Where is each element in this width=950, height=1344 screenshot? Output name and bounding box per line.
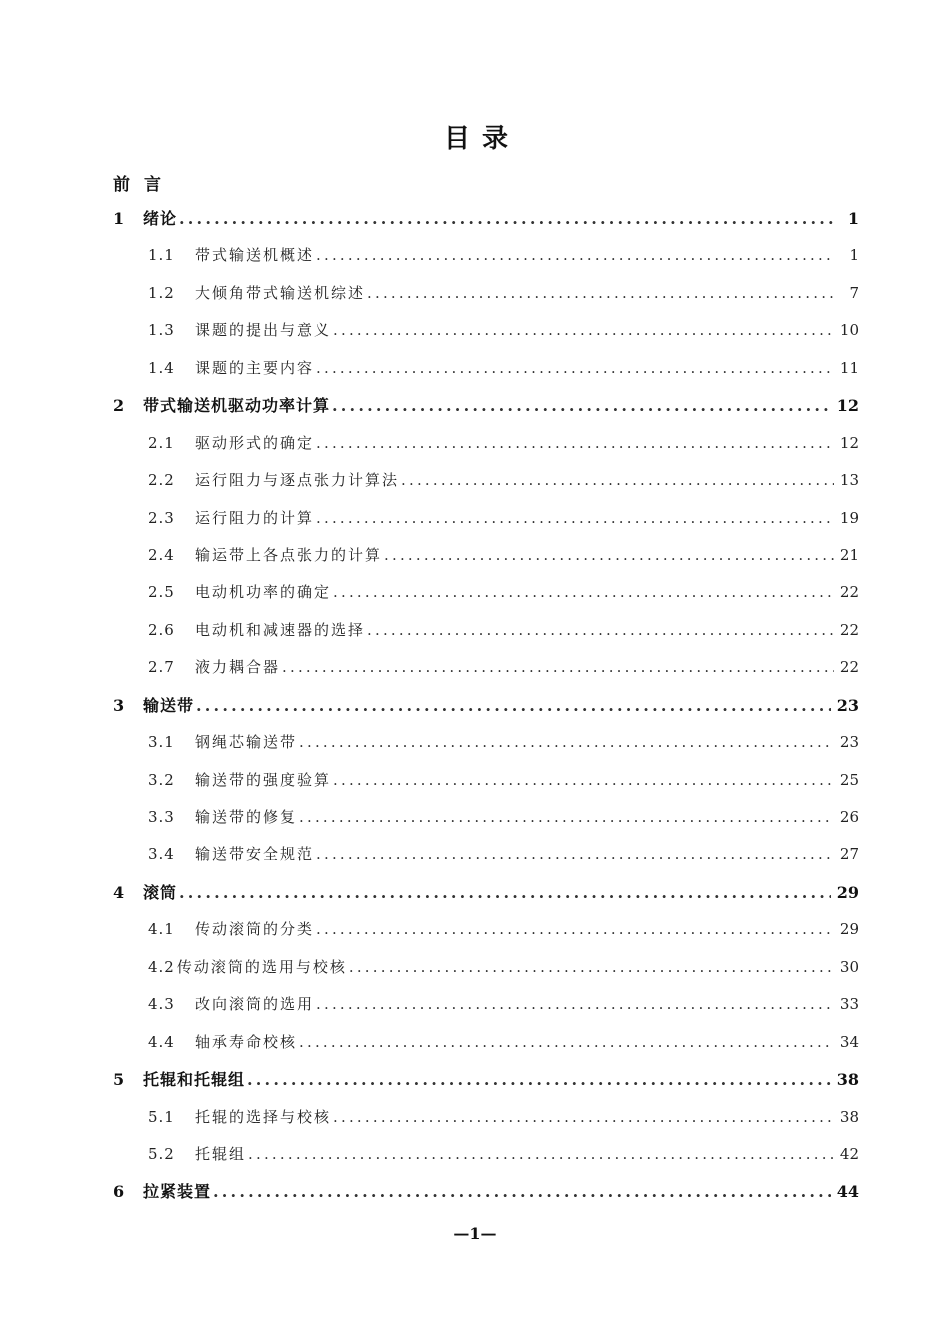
- toc-section-entry[interactable]: [113, 1136, 859, 1173]
- toc-section-entry[interactable]: [113, 612, 859, 649]
- toc-chapter-entry[interactable]: [113, 1173, 859, 1210]
- dot-leader: [384, 537, 834, 574]
- dot-leader: [316, 986, 834, 1023]
- toc-entry-title: 改向滚筒的选用: [195, 995, 315, 1014]
- toc-entry-title: 输送带安全规范: [195, 845, 315, 864]
- dot-leader: [316, 836, 834, 873]
- toc-entry-title: 输送带: [143, 695, 195, 715]
- toc-entry-number: 2.3: [148, 508, 175, 527]
- toc-entry-title: 传动滚筒的分类: [195, 920, 315, 939]
- toc-entry-page-number: 38: [836, 1070, 859, 1090]
- toc-section-entry[interactable]: [113, 312, 859, 349]
- dot-leader: [248, 1136, 834, 1173]
- dot-leader: [247, 1061, 831, 1098]
- toc-entry-page-number: 44: [836, 1182, 859, 1202]
- toc-section-entry[interactable]: [113, 799, 859, 836]
- toc-entry-page-number: 29: [836, 882, 859, 902]
- toc-section-entry[interactable]: [113, 911, 859, 948]
- toc-entry-title: 带式输送机驱动功率计算: [143, 396, 331, 416]
- toc-entry-number: 4.2: [148, 957, 175, 976]
- toc-entry-number: 4: [113, 882, 125, 902]
- toc-entry-page-number: 13: [839, 471, 859, 490]
- toc-entry-page-number: 1: [849, 246, 859, 265]
- toc-entry-title: 拉紧装置: [143, 1182, 212, 1202]
- toc-entry-number: 4.3: [148, 995, 175, 1014]
- toc-entry-title: 托辊组: [195, 1144, 247, 1163]
- toc-entry-title: 运行阻力的计算: [195, 508, 315, 527]
- toc-chapter-entry[interactable]: [113, 387, 859, 424]
- toc-entry-page-number: 7: [849, 283, 859, 302]
- dot-leader: [333, 1099, 834, 1136]
- toc-entry-title: 驱动形式的确定: [195, 433, 315, 452]
- toc-entry-title: 液力耦合器: [195, 658, 281, 677]
- toc-entry-number: 4.1: [148, 920, 175, 939]
- dot-leader: [316, 911, 834, 948]
- toc-entry-title: 大倾角带式输送机综述: [195, 283, 366, 302]
- dot-leader: [179, 874, 831, 911]
- toc-entry-title: 托辊的选择与校核: [195, 1107, 332, 1126]
- toc-entry-title: 传动滚筒的选用与校核: [176, 957, 347, 976]
- toc-entry-page-number: 34: [839, 1032, 859, 1051]
- toc-entry-page-number: 42: [839, 1144, 859, 1163]
- toc-section-entry[interactable]: [113, 986, 859, 1023]
- toc-section-entry[interactable]: [113, 836, 859, 873]
- toc-entry-page-number: 27: [839, 845, 859, 864]
- toc-entry-title: 托辊和托辊组: [143, 1070, 246, 1090]
- toc-entry-title: 输送带的强度验算: [195, 770, 332, 789]
- toc-entry-number: 2.1: [148, 433, 175, 452]
- dot-leader: [333, 762, 834, 799]
- dot-leader: [299, 1024, 834, 1061]
- toc-entry-number: 2.5: [148, 583, 175, 602]
- toc-entry-title: 课题的提出与意义: [195, 321, 332, 340]
- toc-entry-number: 2.6: [148, 620, 175, 639]
- toc-entry-title: 电动机和减速器的选择: [195, 620, 366, 639]
- toc-section-entry[interactable]: [113, 350, 859, 387]
- dot-leader: [196, 687, 831, 724]
- toc-entry-title: 电动机功率的确定: [195, 583, 332, 602]
- toc-entry-number: 3.1: [148, 733, 175, 752]
- toc-entry-title: 带式输送机概述: [195, 246, 315, 265]
- preface-heading: 前言: [113, 175, 175, 195]
- dot-leader: [299, 799, 834, 836]
- toc-entry-page-number: 30: [839, 957, 859, 976]
- toc-section-entry[interactable]: [113, 724, 859, 761]
- toc-entry-page-number: 23: [839, 733, 859, 752]
- dot-leader: [367, 275, 835, 312]
- toc-entry-page-number: 21: [839, 545, 859, 564]
- dot-leader: [333, 574, 834, 611]
- toc-entry-page-number: 25: [839, 770, 859, 789]
- toc-entry-number: 1: [113, 209, 125, 228]
- toc-entry-number: 1.2: [148, 283, 175, 302]
- toc-chapter-entry[interactable]: [113, 1061, 859, 1098]
- toc-entry-title: 轴承寿命校核: [195, 1032, 298, 1051]
- toc-entry-title: 绪论: [143, 209, 178, 228]
- dot-leader: [282, 649, 834, 686]
- toc-entry-title: 输送带的修复: [195, 808, 298, 826]
- toc-entry-title: 滚筒: [143, 882, 178, 902]
- table-of-contents: [113, 200, 859, 1211]
- toc-section-entry[interactable]: [113, 275, 859, 312]
- toc-entry-number: 1.4: [148, 358, 175, 377]
- toc-entry-page-number: 12: [836, 396, 859, 416]
- toc-section-entry[interactable]: [113, 537, 859, 574]
- dot-leader: [367, 612, 834, 649]
- toc-entry-number: 5.1: [148, 1107, 175, 1126]
- dot-leader: [316, 425, 834, 462]
- toc-section-entry[interactable]: [113, 762, 859, 799]
- dot-leader: [401, 462, 834, 499]
- dot-leader: [349, 949, 834, 986]
- toc-entry-page-number: 12: [839, 433, 859, 452]
- dot-leader: [316, 237, 835, 274]
- dot-leader: [299, 724, 834, 761]
- toc-entry-number: 2.2: [148, 471, 175, 490]
- toc-section-entry[interactable]: [113, 574, 859, 611]
- toc-entry-number: 2: [113, 396, 125, 416]
- toc-entry-page-number: 22: [839, 658, 859, 677]
- toc-entry-number: 4.4: [148, 1032, 175, 1051]
- toc-entry-page-number: 38: [839, 1107, 859, 1126]
- toc-entry-number: 5.2: [148, 1144, 175, 1163]
- toc-entry-title: 输运带上各点张力的计算: [195, 545, 383, 564]
- toc-entry-number: 2.4: [148, 545, 175, 564]
- toc-entry-number: 3.3: [148, 808, 175, 826]
- toc-entry-page-number: 23: [836, 695, 859, 715]
- toc-entry-number: 5: [113, 1070, 125, 1090]
- toc-entry-page-number: 22: [839, 620, 859, 639]
- toc-entry-number: 1.3: [148, 321, 175, 340]
- toc-entry-number: 3: [113, 695, 125, 715]
- toc-entry-number: 1.1: [148, 246, 175, 265]
- toc-chapter-entry[interactable]: [113, 200, 859, 237]
- toc-section-entry[interactable]: [113, 1024, 859, 1061]
- toc-section-entry[interactable]: [113, 425, 859, 462]
- toc-entry-title: 运行阻力与逐点张力计算法: [195, 471, 400, 490]
- page-title: 目录: [443, 124, 520, 154]
- dot-leader: [333, 312, 834, 349]
- toc-section-entry[interactable]: [113, 462, 859, 499]
- toc-entry-page-number: 11: [839, 358, 859, 377]
- dot-leader: [179, 200, 835, 237]
- toc-entry-page-number: 19: [839, 508, 859, 527]
- toc-entry-page-number: 29: [839, 920, 859, 939]
- toc-entry-page-number: 26: [839, 808, 859, 826]
- dot-leader: [316, 500, 834, 537]
- dot-leader: [213, 1173, 831, 1210]
- toc-entry-page-number: 33: [839, 995, 859, 1014]
- dot-leader: [332, 387, 831, 424]
- toc-entry-number: 3.2: [148, 770, 175, 789]
- toc-entry-page-number: 10: [839, 321, 859, 340]
- toc-section-entry[interactable]: [113, 1099, 859, 1136]
- toc-section-entry[interactable]: [113, 949, 859, 986]
- page-footer: —1—: [453, 1224, 497, 1243]
- toc-section-entry[interactable]: [113, 649, 859, 686]
- toc-entry-page-number: 1: [847, 209, 859, 228]
- toc-section-entry[interactable]: [113, 500, 859, 537]
- toc-entry-number: 3.4: [148, 845, 175, 864]
- toc-entry-number: 6: [113, 1182, 125, 1202]
- toc-entry-page-number: 22: [839, 583, 859, 602]
- toc-chapter-entry[interactable]: [113, 687, 859, 724]
- toc-chapter-entry[interactable]: [113, 874, 859, 911]
- toc-entry-title: 课题的主要内容: [195, 358, 315, 377]
- dot-leader: [316, 350, 834, 387]
- toc-entry-title: 钢绳芯输送带: [195, 733, 298, 752]
- toc-entry-number: 2.7: [148, 658, 175, 677]
- toc-section-entry[interactable]: [113, 237, 859, 274]
